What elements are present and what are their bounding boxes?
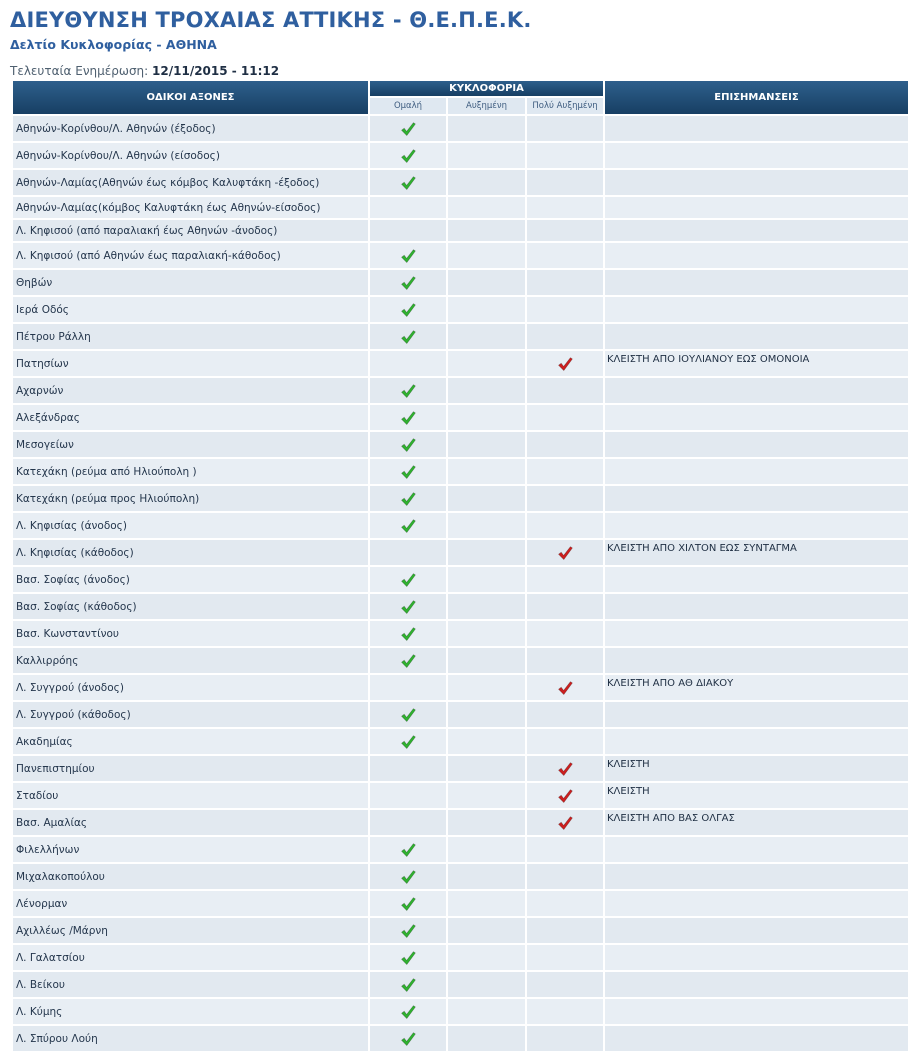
- table-row: [13, 864, 908, 889]
- traffic-cell: [370, 378, 446, 403]
- traffic-cell: [448, 405, 525, 430]
- check-icon: [400, 383, 416, 399]
- road-name: Αθηνών-Λαμίας(Αθηνών έως κόμβος Καλυφτάκη -έξοδος): [13, 170, 368, 195]
- check-icon: [400, 842, 416, 858]
- traffic-cell: [370, 540, 446, 565]
- check-icon: [400, 175, 416, 191]
- check-icon: [400, 950, 416, 966]
- traffic-cell: [448, 891, 525, 916]
- table-row: [13, 513, 908, 538]
- check-icon: [400, 302, 416, 318]
- road-name: Λένορμαν: [13, 891, 368, 916]
- traffic-cell: [448, 1026, 525, 1051]
- traffic-cell: [527, 297, 603, 322]
- note-cell: [605, 594, 908, 619]
- traffic-cell: [370, 675, 446, 700]
- check-icon: [400, 491, 416, 507]
- note-cell: [605, 621, 908, 646]
- road-name: Αθηνών-Κορίνθου/Λ. Αθηνών (είσοδος): [13, 143, 368, 168]
- traffic-cell: [527, 270, 603, 295]
- road-name: Λ. Συγγρού (κάθοδος): [13, 702, 368, 727]
- road-name: Βασ. Σοφίας (άνοδος): [13, 567, 368, 592]
- check-icon: [557, 761, 573, 777]
- note-cell: [605, 143, 908, 168]
- traffic-cell: [527, 621, 603, 646]
- traffic-cell: [448, 459, 525, 484]
- note-cell: [605, 1026, 908, 1051]
- traffic-cell: [370, 891, 446, 916]
- table-row: [13, 567, 908, 592]
- check-icon: [557, 788, 573, 804]
- road-name: Βασ. Σοφίας (κάθοδος): [13, 594, 368, 619]
- road-name: Λ. Γαλατσίου: [13, 945, 368, 970]
- road-name: Αχαρνών: [13, 378, 368, 403]
- traffic-cell: [370, 702, 446, 727]
- traffic-cell: [448, 756, 525, 781]
- traffic-cell: [370, 197, 446, 218]
- note-cell: [605, 220, 908, 241]
- traffic-cell: [527, 220, 603, 241]
- road-name: Αθηνών-Κορίνθου/Λ. Αθηνών (έξοδος): [13, 116, 368, 141]
- road-name: Κατεχάκη (ρεύμα προς Ηλιούπολη): [13, 486, 368, 511]
- traffic-cell: [527, 891, 603, 916]
- traffic-cell: [370, 297, 446, 322]
- traffic-cell: [370, 324, 446, 349]
- header-level-very-increased: Πολύ Αυξημένη: [527, 98, 603, 114]
- note-cell: ΚΛΕΙΣΤΗ ΑΠΟ ΒΑΣ ΟΛΓΑΣ: [605, 810, 908, 835]
- traffic-cell: [370, 648, 446, 673]
- traffic-cell: [448, 864, 525, 889]
- traffic-cell: [527, 675, 603, 700]
- table-row: [13, 945, 908, 970]
- road-name: Βασ. Αμαλίας: [13, 810, 368, 835]
- traffic-cell: [370, 405, 446, 430]
- traffic-cell: [448, 540, 525, 565]
- road-name: Λ. Κηφισού (από Αθηνών έως παραλιακή-κάθοδος): [13, 243, 368, 268]
- traffic-cell: [448, 567, 525, 592]
- road-name: Μιχαλακοπούλου: [13, 864, 368, 889]
- traffic-cell: [370, 621, 446, 646]
- traffic-cell: [370, 810, 446, 835]
- road-name: Αχιλλέως /Μάρνη: [13, 918, 368, 943]
- traffic-cell: [448, 837, 525, 862]
- table-row: [13, 270, 908, 295]
- note-cell: [605, 405, 908, 430]
- traffic-cell: [448, 783, 525, 808]
- traffic-cell: [527, 116, 603, 141]
- traffic-cell: [448, 945, 525, 970]
- traffic-cell: [370, 945, 446, 970]
- traffic-cell: [448, 324, 525, 349]
- note-cell: [605, 729, 908, 754]
- traffic-cell: [527, 405, 603, 430]
- road-name: Λ. Κηφισού (από παραλιακή έως Αθηνών -άνοδος): [13, 220, 368, 241]
- traffic-cell: [527, 756, 603, 781]
- traffic-cell: [370, 270, 446, 295]
- note-cell: [605, 170, 908, 195]
- table-row: [13, 810, 908, 835]
- note-cell: [605, 918, 908, 943]
- traffic-cell: [527, 594, 603, 619]
- table-row: [13, 143, 908, 168]
- road-name: Φιλελλήνων: [13, 837, 368, 862]
- note-cell: [605, 378, 908, 403]
- table-row: [13, 459, 908, 484]
- traffic-cell: [527, 648, 603, 673]
- traffic-cell: [527, 783, 603, 808]
- note-cell: [605, 945, 908, 970]
- traffic-cell: [448, 143, 525, 168]
- note-cell: [605, 702, 908, 727]
- table-row: [13, 170, 908, 195]
- check-icon: [400, 275, 416, 291]
- traffic-cell: [448, 621, 525, 646]
- check-icon: [400, 1004, 416, 1020]
- check-icon: [400, 1031, 416, 1047]
- road-name: Πατησίων: [13, 351, 368, 376]
- traffic-cell: [527, 999, 603, 1024]
- header-level-increased: Αυξημένη: [448, 98, 525, 114]
- table-row: [13, 540, 908, 565]
- table-row: [13, 432, 908, 457]
- table-row: [13, 702, 908, 727]
- traffic-cell: [448, 432, 525, 457]
- traffic-cell: [370, 220, 446, 241]
- note-cell: [605, 297, 908, 322]
- traffic-cell: [527, 324, 603, 349]
- table-row: [13, 648, 908, 673]
- check-icon: [557, 545, 573, 561]
- road-name: Ιερά Οδός: [13, 297, 368, 322]
- road-name: Λ. Κηφισίας (άνοδος): [13, 513, 368, 538]
- traffic-cell: [448, 243, 525, 268]
- traffic-cell: [527, 432, 603, 457]
- note-cell: ΚΛΕΙΣΤΗ ΑΠΟ ΙΟΥΛΙΑΝΟΥ ΕΩΣ ΟΜΟΝΟΙΑ: [605, 351, 908, 376]
- road-name: Ακαδημίας: [13, 729, 368, 754]
- traffic-cell: [448, 810, 525, 835]
- table-row: [13, 351, 908, 376]
- traffic-cell: [448, 197, 525, 218]
- traffic-cell: [448, 351, 525, 376]
- traffic-cell: [448, 513, 525, 538]
- note-cell: [605, 459, 908, 484]
- traffic-cell: [527, 972, 603, 997]
- table-row: [13, 999, 908, 1024]
- traffic-cell: [370, 729, 446, 754]
- traffic-cell: [527, 702, 603, 727]
- traffic-cell: [527, 513, 603, 538]
- table-row: [13, 324, 908, 349]
- traffic-cell: [370, 1026, 446, 1051]
- page-subtitle: Δελτίο Κυκλοφορίας - ΑΘΗΝΑ: [10, 37, 217, 52]
- traffic-cell: [370, 594, 446, 619]
- note-cell: [605, 864, 908, 889]
- note-cell: [605, 999, 908, 1024]
- traffic-cell: [448, 116, 525, 141]
- traffic-cell: [448, 486, 525, 511]
- table-row: [13, 405, 908, 430]
- traffic-cell: [527, 459, 603, 484]
- traffic-cell: [448, 220, 525, 241]
- note-cell: [605, 567, 908, 592]
- traffic-cell: [527, 837, 603, 862]
- traffic-cell: [527, 567, 603, 592]
- traffic-cell: [527, 540, 603, 565]
- traffic-cell: [370, 170, 446, 195]
- traffic-cell: [370, 864, 446, 889]
- note-cell: ΚΛΕΙΣΤΗ: [605, 756, 908, 781]
- traffic-cell: [448, 270, 525, 295]
- note-cell: ΚΛΕΙΣΤΗ ΑΠΟ ΧΙΛΤΟΝ ΕΩΣ ΣΥΝΤΑΓΜΑ: [605, 540, 908, 565]
- traffic-cell: [448, 999, 525, 1024]
- traffic-cell: [370, 567, 446, 592]
- table-row: [13, 675, 908, 700]
- note-cell: [605, 513, 908, 538]
- road-name: Μεσογείων: [13, 432, 368, 457]
- traffic-cell: [527, 351, 603, 376]
- header-level-normal: Ομαλή: [370, 98, 446, 114]
- check-icon: [400, 437, 416, 453]
- traffic-cell: [370, 432, 446, 457]
- table-row: [13, 918, 908, 943]
- check-icon: [400, 248, 416, 264]
- table-row: [13, 243, 908, 268]
- table-row: [13, 378, 908, 403]
- traffic-cell: [527, 170, 603, 195]
- traffic-cell: [448, 378, 525, 403]
- traffic-cell: [370, 783, 446, 808]
- traffic-cell: [527, 197, 603, 218]
- traffic-cell: [527, 864, 603, 889]
- traffic-cell: [448, 918, 525, 943]
- traffic-cell: [448, 702, 525, 727]
- traffic-cell: [527, 918, 603, 943]
- note-cell: [605, 432, 908, 457]
- table-row: [13, 756, 908, 781]
- note-cell: [605, 891, 908, 916]
- traffic-table: [11, 79, 908, 1053]
- traffic-cell: [448, 675, 525, 700]
- traffic-cell: [370, 116, 446, 141]
- road-name: Θηβών: [13, 270, 368, 295]
- traffic-cell: [448, 297, 525, 322]
- table-row: [13, 621, 908, 646]
- check-icon: [400, 148, 416, 164]
- road-name: Πέτρου Ράλλη: [13, 324, 368, 349]
- table-row: [13, 594, 908, 619]
- check-icon: [400, 653, 416, 669]
- check-icon: [400, 599, 416, 615]
- traffic-cell: [448, 729, 525, 754]
- check-icon: [557, 356, 573, 372]
- traffic-cell: [370, 972, 446, 997]
- table-row: [13, 783, 908, 808]
- note-cell: [605, 197, 908, 218]
- check-icon: [400, 329, 416, 345]
- road-name: Λ. Σπύρου Λούη: [13, 1026, 368, 1051]
- traffic-cell: [370, 351, 446, 376]
- traffic-cell: [448, 594, 525, 619]
- note-cell: [605, 486, 908, 511]
- note-cell: [605, 837, 908, 862]
- table-row: [13, 891, 908, 916]
- table-row: [13, 729, 908, 754]
- road-name: Αλεξάνδρας: [13, 405, 368, 430]
- road-name: Βασ. Κωνσταντίνου: [13, 621, 368, 646]
- traffic-cell: [527, 143, 603, 168]
- table-row: [13, 837, 908, 862]
- road-name: Σταδίου: [13, 783, 368, 808]
- road-name: Καλλιρρόης: [13, 648, 368, 673]
- check-icon: [400, 707, 416, 723]
- road-name: Λ. Συγγρού (άνοδος): [13, 675, 368, 700]
- note-cell: [605, 270, 908, 295]
- traffic-cell: [527, 729, 603, 754]
- traffic-cell: [370, 918, 446, 943]
- table-row: [13, 297, 908, 322]
- last-update: [10, 64, 279, 78]
- table-row: [13, 1026, 908, 1051]
- last-update-value: 12/11/2015 - 11:12: [152, 64, 280, 78]
- check-icon: [557, 680, 573, 696]
- check-icon: [400, 923, 416, 939]
- check-icon: [557, 815, 573, 831]
- traffic-cell: [527, 1026, 603, 1051]
- traffic-cell: [370, 486, 446, 511]
- check-icon: [400, 896, 416, 912]
- note-cell: ΚΛΕΙΣΤΗ ΑΠΟ ΑΘ ΔΙΑΚΟΥ: [605, 675, 908, 700]
- traffic-cell: [527, 243, 603, 268]
- traffic-cell: [527, 486, 603, 511]
- road-name: Λ. Κηφισίας (κάθοδος): [13, 540, 368, 565]
- note-cell: [605, 243, 908, 268]
- traffic-cell: [370, 459, 446, 484]
- check-icon: [400, 121, 416, 137]
- road-name: Λ. Βείκου: [13, 972, 368, 997]
- traffic-cell: [370, 243, 446, 268]
- road-name: Λ. Κύμης: [13, 999, 368, 1024]
- table-row: [13, 220, 908, 241]
- note-cell: ΚΛΕΙΣΤΗ: [605, 783, 908, 808]
- page-title: ΔΙΕΥΘΥΝΣΗ ΤΡΟΧΑΙΑΣ ΑΤΤΙΚΗΣ - Θ.Ε.Π.Ε.Κ.: [10, 8, 532, 32]
- check-icon: [400, 464, 416, 480]
- header-notes: ΕΠΙΣΗΜΑΝΣΕΙΣ: [605, 81, 908, 114]
- check-icon: [400, 572, 416, 588]
- traffic-cell: [527, 378, 603, 403]
- traffic-rows: [13, 116, 908, 1051]
- traffic-cell: [370, 513, 446, 538]
- road-name: Κατεχάκη (ρεύμα από Ηλιούπολη ): [13, 459, 368, 484]
- check-icon: [400, 977, 416, 993]
- table-row: [13, 972, 908, 997]
- check-icon: [400, 734, 416, 750]
- traffic-cell: [370, 999, 446, 1024]
- table-row: [13, 116, 908, 141]
- last-update-label: Τελευταία Ενημέρωση:: [10, 64, 149, 78]
- note-cell: [605, 116, 908, 141]
- table-row: [13, 197, 908, 218]
- header-traffic: ΚΥΚΛΟΦΟΡΙΑ: [370, 81, 603, 96]
- traffic-cell: [527, 810, 603, 835]
- traffic-cell: [448, 648, 525, 673]
- note-cell: [605, 324, 908, 349]
- road-name: Πανεπιστημίου: [13, 756, 368, 781]
- check-icon: [400, 626, 416, 642]
- traffic-cell: [448, 170, 525, 195]
- traffic-cell: [370, 756, 446, 781]
- traffic-cell: [370, 143, 446, 168]
- note-cell: [605, 648, 908, 673]
- check-icon: [400, 410, 416, 426]
- table-row: [13, 486, 908, 511]
- traffic-cell: [370, 837, 446, 862]
- road-name: Αθηνών-Λαμίας(κόμβος Καλυφτάκη έως Αθηνών-είσοδος): [13, 197, 368, 218]
- header-roads: ΟΔΙΚΟΙ ΑΞΟΝΕΣ: [13, 81, 368, 114]
- note-cell: [605, 972, 908, 997]
- check-icon: [400, 518, 416, 534]
- traffic-cell: [448, 972, 525, 997]
- check-icon: [400, 869, 416, 885]
- traffic-cell: [527, 945, 603, 970]
